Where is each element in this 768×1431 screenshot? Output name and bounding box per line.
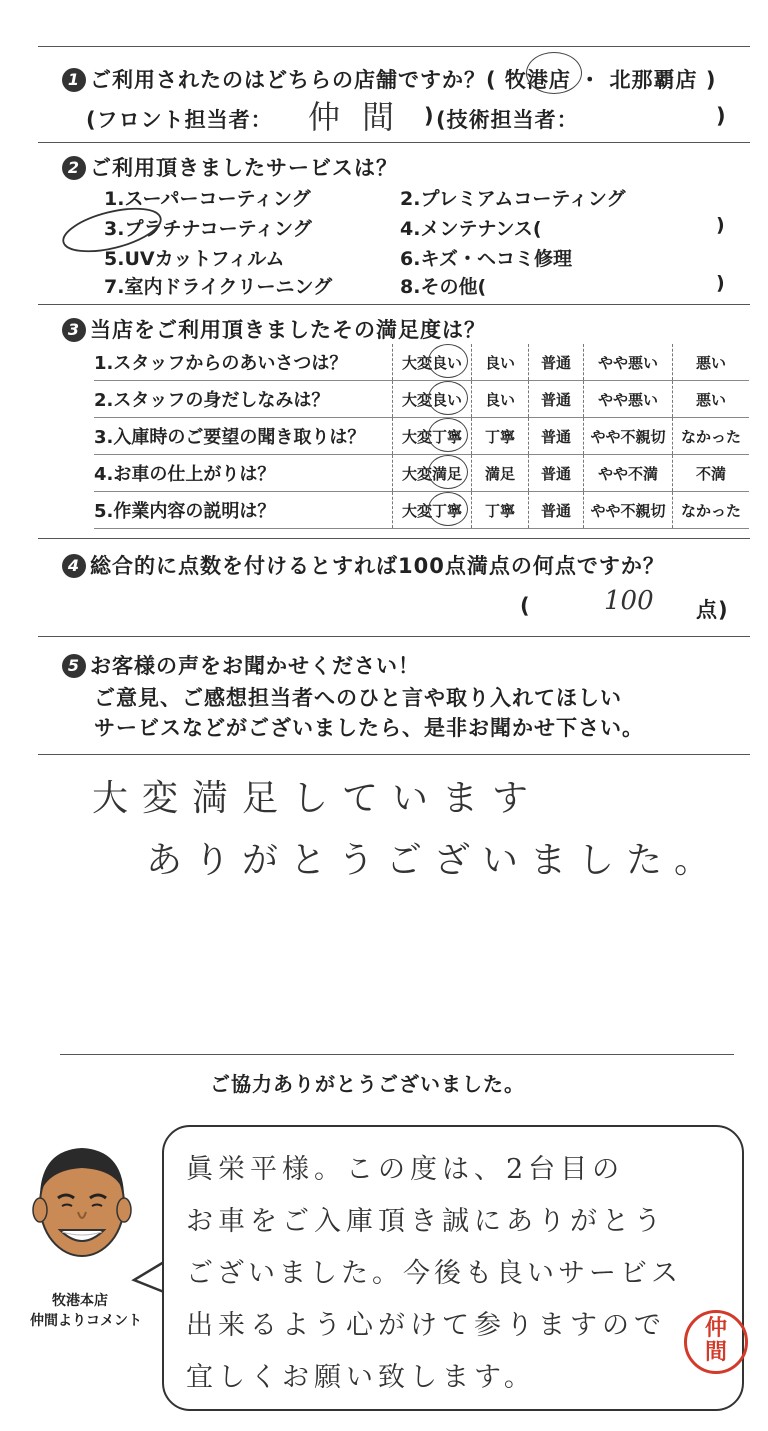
row-label: 2.スタッフの身だしなみは？ bbox=[94, 381, 393, 418]
name-seal-stamp bbox=[684, 1310, 748, 1374]
option-cell: 大変丁寧 bbox=[393, 492, 472, 529]
q5-instructions-line3: サービスなどがございましたら、是非お聞かせ下さい。 bbox=[94, 716, 644, 740]
staff-caption-store: 牧港本店 bbox=[52, 1293, 108, 1309]
divider-2 bbox=[38, 304, 750, 305]
q2-number-badge: 2 bbox=[62, 156, 86, 180]
option-cell: 普通 bbox=[529, 418, 584, 455]
front-staff-close: ) bbox=[424, 104, 435, 128]
rating-circle-3 bbox=[428, 418, 468, 452]
service-selection-circle bbox=[56, 204, 166, 260]
service-3: 3.プラチナコーティング bbox=[104, 218, 312, 240]
service-1: 1.スーパーコーティング bbox=[104, 188, 311, 210]
option-cell: 大変丁寧 bbox=[393, 418, 472, 455]
table-row bbox=[94, 418, 749, 455]
service-4: 4.メンテナンス( bbox=[400, 218, 542, 240]
option-cell: 良い bbox=[472, 381, 529, 418]
q5-heading bbox=[62, 650, 420, 680]
customer-answer-line2: ありがとうございました。 bbox=[146, 840, 723, 881]
row-label: 3.入庫時のご要望の聞き取りは？ bbox=[94, 418, 393, 455]
option-cell: なかった bbox=[673, 418, 750, 455]
q5-instructions-line2: ご意見、ご感想担当者へのひと言や取り入れてほしい bbox=[94, 686, 622, 710]
score-unit: 点) bbox=[696, 598, 729, 622]
service-6: 6.キズ・ヘコミ修理 bbox=[400, 248, 573, 270]
stamp-char-bottom: 間 bbox=[704, 1340, 727, 1365]
table-row bbox=[94, 455, 749, 492]
staff-caption-comment: 仲間よりコメント bbox=[30, 1313, 142, 1329]
staff-comment-bubble bbox=[162, 1125, 744, 1411]
option-cell: 普通 bbox=[529, 455, 584, 492]
option-cell: 大変満足 bbox=[393, 455, 472, 492]
q4-heading bbox=[62, 550, 665, 580]
divider-5 bbox=[38, 754, 750, 755]
table-row bbox=[94, 381, 749, 418]
table-row bbox=[94, 492, 749, 529]
option-cell: 大変良い bbox=[393, 344, 472, 381]
rating-circle-1 bbox=[428, 344, 468, 378]
comment-line2: お車をご入庫頂き誠にありがとう bbox=[186, 1206, 666, 1237]
score-handwritten: 100 bbox=[604, 586, 654, 616]
option-cell: 普通 bbox=[529, 381, 584, 418]
q4-question: 総合的に点数を付けるとすれば100点満点の何点ですか？ bbox=[90, 554, 665, 578]
service-5: 5.UVカットフィルム bbox=[104, 248, 285, 270]
q5-number-badge: 5 bbox=[62, 654, 86, 678]
q1-heading bbox=[62, 64, 716, 94]
divider-1 bbox=[38, 142, 750, 143]
row-label: 5.作業内容の説明は？ bbox=[94, 492, 393, 529]
q3-question: 当店をご利用頂きましたその満足度は？ bbox=[90, 318, 486, 342]
option-cell: やや不親切 bbox=[584, 492, 673, 529]
table-row bbox=[94, 344, 749, 381]
rating-circle-4 bbox=[428, 455, 468, 489]
q3-heading bbox=[62, 314, 486, 344]
option-cell: 丁寧 bbox=[472, 492, 529, 529]
rating-circle-2 bbox=[428, 381, 468, 415]
option-cell: 不満 bbox=[673, 455, 750, 492]
staff-portrait bbox=[22, 1140, 142, 1286]
tech-staff-close: ) bbox=[716, 104, 727, 128]
option-cell: やや不親切 bbox=[584, 418, 673, 455]
option-cell: 普通 bbox=[529, 344, 584, 381]
satisfaction-table bbox=[94, 344, 749, 529]
option-cell: やや悪い bbox=[584, 344, 673, 381]
service-7: 7.室内ドライクリーニング bbox=[104, 276, 333, 298]
q2-question: ご利用頂きましたサービスは？ bbox=[90, 156, 398, 180]
q4-number-badge: 4 bbox=[62, 554, 86, 578]
front-staff-handwritten: 仲 間 bbox=[308, 98, 401, 136]
service-8: 8.その他( bbox=[400, 276, 487, 298]
option-cell: やや悪い bbox=[584, 381, 673, 418]
option-cell: やや不満 bbox=[584, 455, 673, 492]
service-8-close: ) bbox=[716, 272, 725, 294]
option-cell: 悪い bbox=[673, 381, 750, 418]
comment-line3: ございました。今後も良いサービス bbox=[186, 1258, 682, 1289]
option-cell: なかった bbox=[673, 492, 750, 529]
stamp-char-top: 仲 bbox=[704, 1316, 727, 1341]
option-cell: 満足 bbox=[472, 455, 529, 492]
option-cell: 普通 bbox=[529, 492, 584, 529]
divider-6 bbox=[60, 1054, 734, 1055]
score-open: ( bbox=[520, 594, 531, 618]
divider-4 bbox=[38, 636, 750, 637]
store-selection-circle bbox=[526, 52, 582, 94]
service-4-close: ) bbox=[716, 214, 725, 236]
front-staff-label: (フロント担当者： bbox=[86, 108, 273, 132]
customer-answer-line1: 大変満足しています bbox=[92, 778, 543, 819]
option-cell: 悪い bbox=[673, 344, 750, 381]
q1-question: ご利用されたのはどちらの店舗ですか？ bbox=[90, 68, 486, 92]
option-cell: 良い bbox=[472, 344, 529, 381]
comment-line1: 眞栄平様。この度は、2台目の bbox=[186, 1154, 625, 1185]
service-2: 2.プレミアムコーティング bbox=[400, 188, 626, 210]
q1-number-badge: 1 bbox=[62, 68, 86, 92]
tech-staff-label: (技術担当者： bbox=[436, 108, 579, 132]
q1-store-options: ( 牧港店 ・ 北那覇店 ) bbox=[486, 68, 717, 92]
option-cell: 丁寧 bbox=[472, 418, 529, 455]
q3-number-badge: 3 bbox=[62, 318, 86, 342]
rating-circle-5 bbox=[428, 492, 468, 526]
top-divider bbox=[38, 46, 750, 47]
row-label: 4.お車の仕上がりは？ bbox=[94, 455, 393, 492]
q5-question: お客様の声をお聞かせください！ bbox=[90, 654, 420, 678]
comment-line4: 出来るよう心がけて参りますので bbox=[186, 1310, 666, 1341]
thanks-message: ご協力ありがとうございました。 bbox=[210, 1072, 525, 1096]
option-cell: 大変良い bbox=[393, 381, 472, 418]
comment-line5: 宜しくお願い致します。 bbox=[186, 1362, 536, 1393]
divider-3 bbox=[38, 538, 750, 539]
q2-heading bbox=[62, 152, 398, 182]
row-label: 1.スタッフからのあいさつは？ bbox=[94, 344, 393, 381]
